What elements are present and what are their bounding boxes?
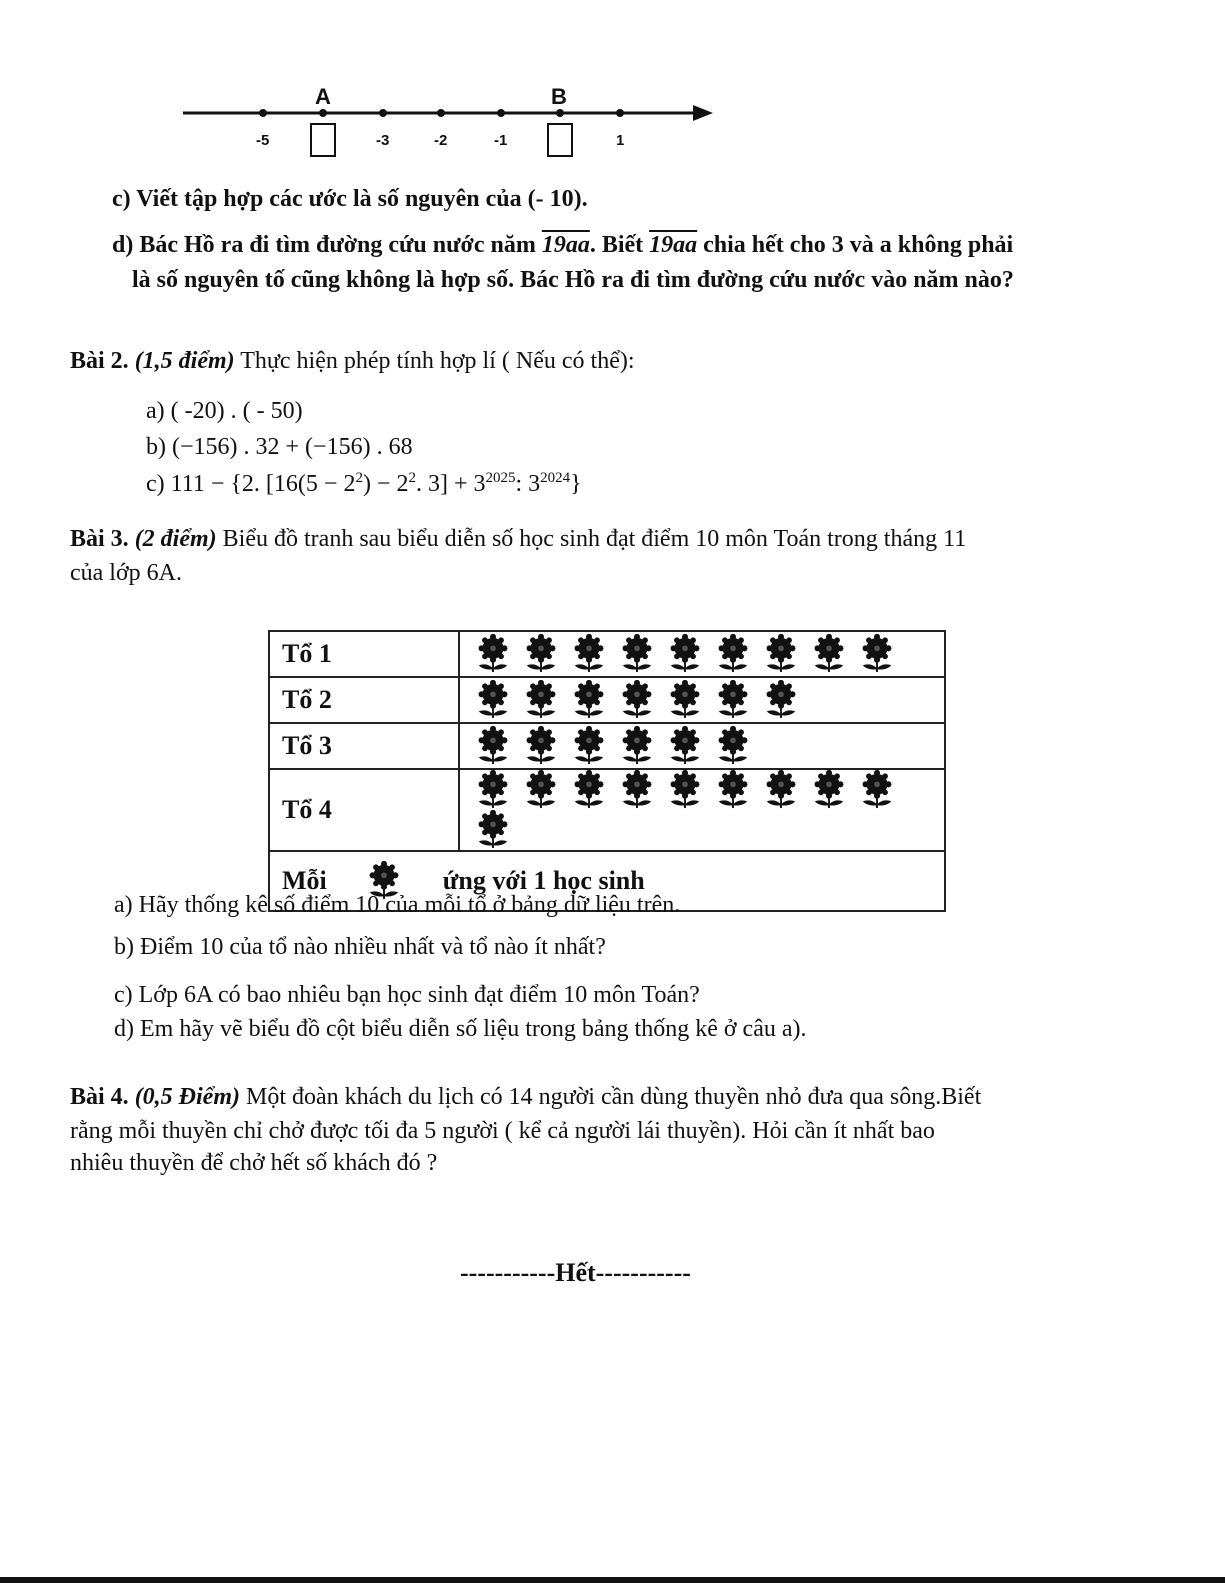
flower-icon xyxy=(474,726,512,766)
bai1-question-d: d) Bác Hồ ra đi tìm đường cứu nước năm 19aa. Biết 19aa chia hết cho 3 và a không phải xyxy=(112,232,1014,258)
flower-icon xyxy=(474,680,512,720)
flower-icon xyxy=(858,770,896,810)
chart-row xyxy=(269,631,945,677)
flower-icon xyxy=(714,726,752,766)
tick-label: -2 xyxy=(434,132,448,149)
flower-icon xyxy=(474,634,512,674)
bai2-question-c: c) 111 − {2. [$16(5 - 2^2) - 2^2$. $3] + 3^{2025}$: $3^{2024}$} xyxy=(146,470,582,497)
chart-row-label: Tổ 3 xyxy=(269,723,459,769)
flower-icon xyxy=(810,770,848,810)
bai1-question-c: c) Viết tập hợp các ước là số nguyên của (- 10). xyxy=(112,186,588,212)
flower-icon xyxy=(618,634,656,674)
page-bottom-border xyxy=(0,1577,1225,1583)
number-line xyxy=(175,80,735,170)
flower-icon xyxy=(714,634,752,674)
flower-icon xyxy=(762,634,800,674)
tick-label: 1 xyxy=(616,132,625,149)
flower-icon xyxy=(762,680,800,720)
tick-label: -3 xyxy=(376,132,390,149)
legend-each: Mỗi xyxy=(282,866,327,895)
flower-icon xyxy=(810,634,848,674)
bai4-line3: nhiêu thuyền để chở hết số khách đó ? xyxy=(70,1150,438,1176)
bai2-question-a: a) ( -20) . ( - 50) xyxy=(146,398,303,424)
bai4-line1: Bài 4. (0,5 Điểm) Một đoàn khách du lịch có 14 người cần dùng thuyền nhỏ đưa qua sông.Biết xyxy=(70,1084,982,1110)
answer-box-a[interactable] xyxy=(311,124,335,156)
tick-label: -5 xyxy=(256,132,270,149)
picture-chart xyxy=(268,630,946,912)
point-b-label: B xyxy=(551,84,567,109)
bai1-question-d-line2: là số nguyên tố cũng không là hợp số. Bác Hồ ra đi tìm đường cứu nước vào năm nào? xyxy=(132,267,1014,293)
tick-label: -1 xyxy=(494,132,508,149)
point-a-label: A xyxy=(315,84,331,109)
flower-icon xyxy=(618,680,656,720)
flower-icon xyxy=(666,726,704,766)
chart-row xyxy=(269,769,945,851)
bai4-line2: rằng mỗi thuyền chỉ chở được tối đa 5 người ( kể cả người lái thuyền). Hỏi cần ít nhất bao xyxy=(70,1118,935,1144)
flower-icon xyxy=(570,770,608,810)
flower-icon xyxy=(762,770,800,810)
bai3-question-c: c) Lớp 6A có bao nhiêu bạn học sinh đạt điểm 10 môn Toán? xyxy=(114,982,700,1008)
legend-text: ứng với 1 học sinh xyxy=(442,866,645,895)
end-mark: -----------Hết----------- xyxy=(460,1258,691,1287)
flower-icon xyxy=(474,770,512,810)
chart-row-icons xyxy=(459,723,945,769)
chart-row-label: Tổ 2 xyxy=(269,677,459,723)
chart-row-icons xyxy=(459,631,945,677)
bai2-heading: Bài 2. (1,5 điểm) Thực hiện phép tính hợp lí ( Nếu có thể): xyxy=(70,348,635,374)
flower-icon xyxy=(858,634,896,674)
chart-row xyxy=(269,723,945,769)
flower-icon xyxy=(618,726,656,766)
flower-icon xyxy=(666,680,704,720)
overline-number: 19aa xyxy=(649,232,698,258)
flower-icon xyxy=(666,770,704,810)
flower-icon xyxy=(570,726,608,766)
flower-icon xyxy=(714,680,752,720)
bai3-question-d: d) Em hãy vẽ biểu đồ cột biểu diễn số liệu trong bảng thống kê ở câu a). xyxy=(114,1016,807,1042)
flower-icon xyxy=(570,634,608,674)
bai2-question-b: b) (−156) . 32 + (−156) . 68 xyxy=(146,434,413,460)
flower-icon xyxy=(522,726,560,766)
flower-icon xyxy=(570,680,608,720)
overline-number: 19aa xyxy=(541,232,590,258)
bai3-question-b: b) Điểm 10 của tổ nào nhiều nhất và tổ nào ít nhất? xyxy=(114,934,606,960)
answer-box-b[interactable] xyxy=(548,124,572,156)
flower-icon xyxy=(522,770,560,810)
flower-icon xyxy=(666,634,704,674)
bai3-question-a: a) Hãy thống kê số điểm 10 của mỗi tổ ở bảng dữ liệu trên. xyxy=(114,892,681,918)
chart-row-label: Tổ 1 xyxy=(269,631,459,677)
chart-row-icons xyxy=(459,677,945,723)
flower-icon xyxy=(618,770,656,810)
bai3-heading: Bài 3. (2 điểm) Biểu đồ tranh sau biểu diễn số học sinh đạt điểm 10 môn Toán trong tháng 11 xyxy=(70,526,967,552)
bai3-heading-line2: của lớp 6A. xyxy=(70,560,182,586)
chart-row-label: Tổ 4 xyxy=(269,769,459,851)
flower-icon xyxy=(714,770,752,810)
chart-row xyxy=(269,677,945,723)
flower-icon xyxy=(474,810,512,850)
flower-icon xyxy=(522,634,560,674)
chart-row-icons xyxy=(459,769,945,851)
flower-icon xyxy=(522,680,560,720)
